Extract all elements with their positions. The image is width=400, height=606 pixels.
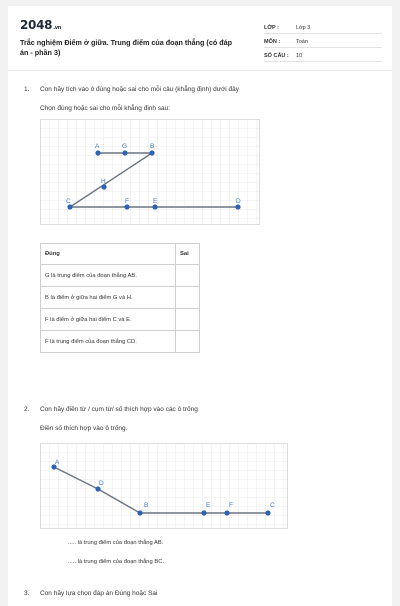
false-cell[interactable] [176,309,200,331]
label-d: D [99,480,104,487]
meta-label: LỚP : [264,25,279,31]
meta-row-subject [264,36,382,48]
header-divider [8,70,392,71]
table-row[interactable] [41,265,200,287]
label-b: B [144,502,149,509]
label-c: C [270,502,275,509]
label-e: E [206,502,211,509]
worksheet-page [8,6,392,606]
meta-label: MÔN : [264,39,281,45]
header-true: Đúng [41,244,176,265]
point-c [67,204,72,209]
label-e: E [153,198,158,205]
fill-blank-item[interactable]: ..... là trung điểm của đoạn thẳng AB. [68,540,164,546]
false-cell[interactable] [176,265,200,287]
point-b [149,150,154,155]
false-cell[interactable] [176,331,200,353]
label-h: H [101,178,106,185]
point-h [101,184,106,189]
site-logo[interactable] [20,18,61,32]
label-a: A [55,459,60,466]
label-f: F [125,198,129,205]
grid-background [41,444,288,529]
question-number: 1. [24,86,30,93]
meta-row-count [264,50,382,62]
meta-value: Lớp 3 [296,25,311,31]
meta-info [264,22,382,64]
page-title: Trắc nghiệm Điểm ở giữa. Trung điểm của đoạn thẳng (có đáp án - phần 3) [20,38,232,57]
meta-value: Toán [296,39,308,45]
point-e [152,204,157,209]
meta-row-grade [264,22,382,34]
question-prompt: Con hãy lựa chọn đáp án Đúng hoặc Sai [40,590,158,597]
figure-q2 [40,443,288,529]
question-instruction: Chọn đúng hoặc sai cho mỗi khẳng định sau: [40,105,171,112]
point-f [124,204,129,209]
figure-q1 [40,119,260,225]
point-f [224,510,229,515]
statement-cell[interactable]: G là trung điểm của đoạn thẳng AB. [41,265,176,287]
table-row[interactable] [41,287,200,309]
point-d [235,204,240,209]
header-false: Sai [176,244,200,265]
point-d [95,486,100,491]
label-d: D [236,198,241,205]
logo-suffix: .vn [53,25,62,31]
grid-background [41,120,260,225]
point-a [95,150,100,155]
header [20,16,382,68]
logo-text: 2048 [20,18,53,32]
question-prompt: Con hãy tích vào ô đúng hoặc sai cho mỗi câu (khẳng định) dưới đây [40,86,240,93]
label-f: F [229,502,233,509]
meta-value: 10 [296,53,303,59]
table-row[interactable] [41,309,200,331]
point-g [122,150,127,155]
point-e [201,510,206,515]
fill-blank-item[interactable]: ..... là trung điểm của đoạn thẳng BC. [68,559,165,565]
statement-cell[interactable]: F là trung điểm của đoạn thẳng CD. [41,331,176,353]
true-false-table [40,243,200,353]
point-b [137,510,142,515]
statement-cell[interactable]: B là điểm ở giữa hai điểm G và H. [41,287,176,309]
question-instruction: Điền số thích hợp vào ô trống. [40,425,128,432]
false-cell[interactable] [176,287,200,309]
table-header-row [41,244,200,265]
statement-cell[interactable]: F là điểm ở giữa hai điểm C và E. [41,309,176,331]
point-c [265,510,270,515]
table-row[interactable] [41,331,200,353]
label-a: A [95,143,100,150]
meta-label: SỐ CÂU : [264,53,289,59]
label-c: C [66,198,71,205]
question-number: 2. [24,406,30,413]
label-b: B [150,143,155,150]
label-g: G [122,143,128,150]
question-prompt: Con hãy điền từ / cụm từ/ số thích hợp vào các ô trống [40,406,198,413]
question-number: 3. [24,590,30,597]
